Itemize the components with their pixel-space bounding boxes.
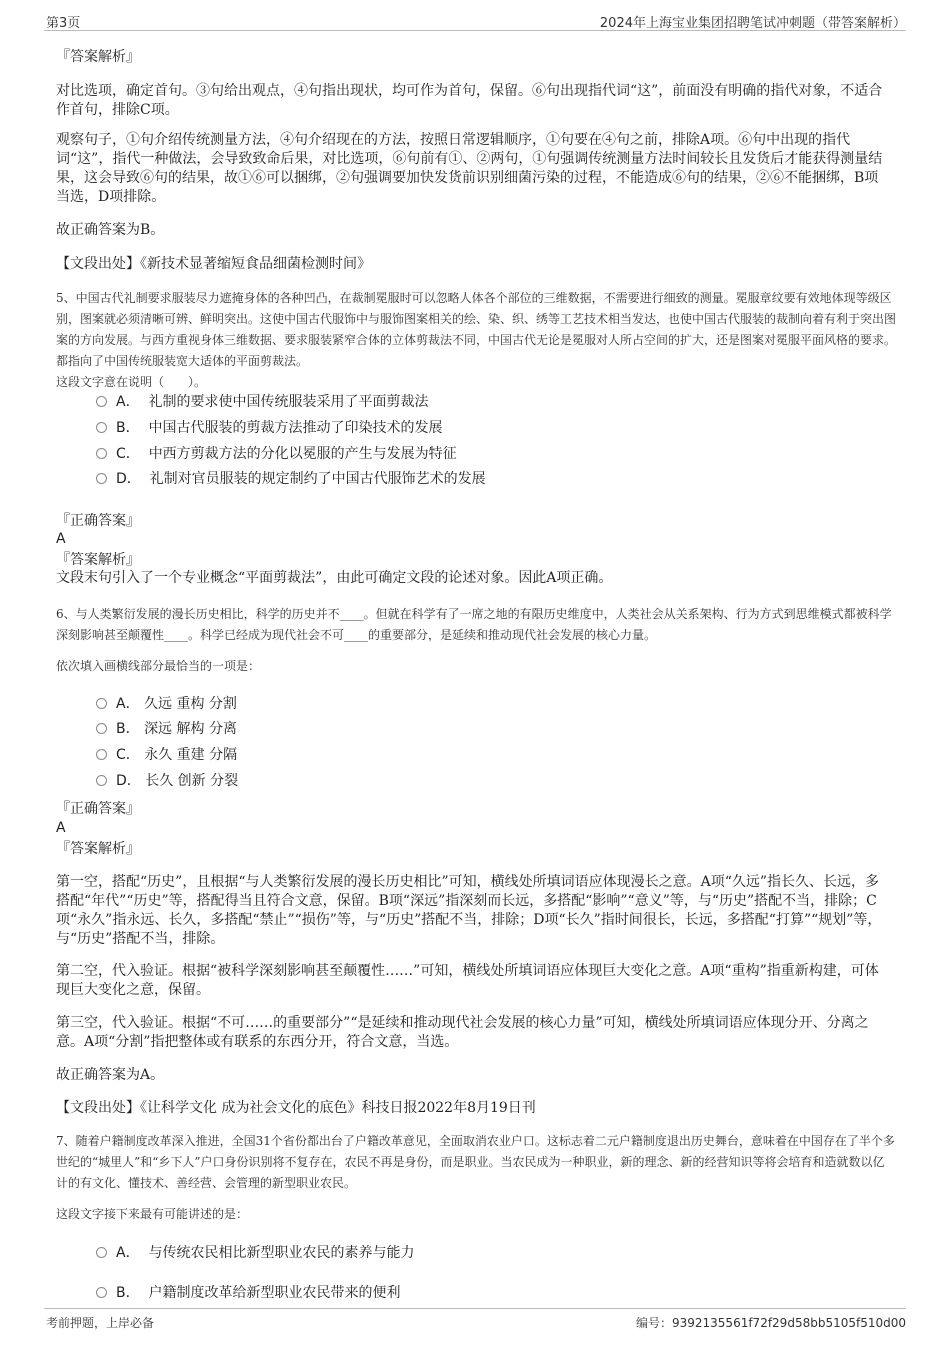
radio-icon[interactable] <box>96 1247 107 1258</box>
q6-stem: 6、与人类繁衍发展的漫长历史相比，科学的历史并不____。但就在科学有了一席之地的有限历史维度中，人类社会从关系架构、行为方式到思维模式都被科学深刻影响甚至颠覆性____。科学已经成为现代社会不可____的重要部分，是延续和推动现代社会发展的核心力量。 <box>56 607 892 642</box>
document-code <box>636 1314 906 1331</box>
q7-prompt: 这段文字接下来最有可能讲述的是： <box>56 1207 249 1221</box>
q4-analysis-para2: 观察句子，①句介绍传统测量方法，④句介绍现在的方法，按照日常逻辑顺序，①句要在④句之前，排除A项。⑥句中出现的指代词“这”，指代一种做法，会导致致命后果，对比选项，⑥句前有①、②两句，①句强调传统测量方法时间较长且发货后才能获得测量结果，这会导致⑥句的结果，故①⑥可以捆绑，②句强调要加快发货前识别细菌污染的过程，不能造成⑥句的结果，②⑥不能捆绑，B项当选，D项排除。 <box>56 132 883 205</box>
q5-prompt: 这段文字意在说明（ ）。 <box>56 375 207 389</box>
document-title: 2024年上海宝业集团招聘笔试冲刺题（带答案解析） <box>599 16 906 31</box>
radio-icon[interactable] <box>96 698 107 709</box>
q5-stem: 5、中国古代礼制要求服装尽力遮掩身体的各种凹凸，在裁制冕服时可以忽略人体各个部位的三维数据，不需要进行细致的测量。冕服章纹要有效地体现等级区别，图案就必须清晰可辨、鲜明突出。这使中国古代服饰中与服饰图案相关的绘、染、织、绣等工艺技术相当发达，也使中国古代服装的裁制向着有利于突出图案的方向发展。与西方重视身体三维数据、要求服装紧窄合体的立体剪裁法不同，中国古代无论是冕服对人所占空间的扩大，还是图案对冕服平面风格的要求。都指向了中国传统服装宽大适体的平面剪裁法。 <box>56 291 897 368</box>
page-header <box>44 12 906 31</box>
q5-option-a[interactable]: A． 礼制的要求使中国传统服装采用了平面剪裁法 <box>96 392 428 412</box>
page-number: 第3页 <box>46 16 81 31</box>
footer-slogan: 考前押题，上岸必备 <box>46 1316 155 1330</box>
page-footer <box>44 1308 906 1331</box>
code-value: 9392135561f72f29d58bb5105f510d00 <box>671 1316 906 1330</box>
q6-analysis-para1: 第一空，搭配“历史”，且根据“与人类繁衍发展的漫长历史相比”可知，横线处所填词语应体现漫长之意。A项“久远”指长久、长远，多搭配“年代”“历史”等，搭配得当且符合文意，保留。B项“深远”指深刻而长远，多搭配“影响”“意义”等，与“历史”搭配不当，排除；C项“永久”指永远、长久，多搭配“禁止”“损伤”等，与“历史”搭配不当，排除；D项“长久”指时间很长，长远，多搭配“打算”“规划”等，与“历史”搭配不当，排除。 <box>56 874 882 947</box>
radio-icon[interactable] <box>96 448 107 459</box>
q6-analysis-label: 『答案解析』 <box>56 841 140 857</box>
q5-option-c[interactable]: C． 中西方剪裁方法的分化以冕服的产生与发展为特征 <box>96 444 457 464</box>
q6-answer-label: 『正确答案』 <box>56 801 140 817</box>
q6-answer: A <box>56 820 66 836</box>
q6-source: 【文段出处】《让科学文化 成为社会文化的底色》科技日报2022年8月19日刊 <box>56 1100 536 1116</box>
radio-icon[interactable] <box>96 749 107 760</box>
q6-prompt: 依次填入画横线部分最恰当的一项是： <box>56 659 261 673</box>
q6-analysis-para3: 第三空，代入验证。根据“不可……的重要部分”“是延续和推动现代社会发展的核心力量”可知，横线处所填词语应体现分开、分离之意。A项“分割”指把整体或有联系的东西分开，符合文意，当选。 <box>56 1015 869 1050</box>
radio-icon[interactable] <box>96 473 107 484</box>
q5-option-d[interactable]: D． 礼制对官员服装的规定制约了中国古代服饰艺术的发展 <box>96 469 486 489</box>
q6-conclusion: 故正确答案为A。 <box>56 1067 165 1083</box>
q6-option-d[interactable]: D． 长久 创新 分裂 <box>96 771 238 791</box>
q7-option-a[interactable]: A． 与传统农民相比新型职业农民的素养与能力 <box>96 1243 414 1263</box>
q6-option-a[interactable]: A． 久远 重构 分割 <box>96 694 237 714</box>
q5-analysis-label: 『答案解析』 <box>56 552 140 568</box>
q4-analysis-label: 『答案解析』 <box>56 49 140 65</box>
q5-option-b[interactable]: B． 中国古代服装的剪裁方法推动了印染技术的发展 <box>96 418 443 438</box>
code-label: 编号： <box>635 1316 672 1330</box>
radio-icon[interactable] <box>96 396 107 407</box>
radio-icon[interactable] <box>96 723 107 734</box>
q4-conclusion: 故正确答案为B。 <box>56 222 165 238</box>
q5-answer: A <box>56 531 66 547</box>
radio-icon[interactable] <box>96 1287 107 1298</box>
radio-icon[interactable] <box>96 775 107 786</box>
q7-stem: 7、随着户籍制度改革深入推进，全国31个省份都出台了户籍改革意见，全面取消农业户口。这标志着二元户籍制度退出历史舞台，意味着在中国存在了半个多世纪的“城里人”和“乡下人”户口身份识别将不复存在，农民不再是身份，而是职业。当农民成为一种职业，新的理念、新的经营知识等将会培育和造就数以亿计的有文化、懂技术、善经营、会管理的新型职业农民。 <box>56 1134 895 1190</box>
q4-source: 【文段出处】《新技术显著缩短食品细菌检测时间》 <box>56 256 371 272</box>
q4-analysis-para1: 对比选项，确定首句。③句给出观点，④句指出现状，均可作为首句，保留。⑥句出现指代词“这”，前面没有明确的指代对象，不适合作首句，排除C项。 <box>56 83 883 118</box>
radio-icon[interactable] <box>96 422 107 433</box>
q6-option-c[interactable]: C． 永久 重建 分隔 <box>96 745 237 765</box>
q5-analysis: 文段末句引入了一个专业概念“平面剪裁法”，由此可确定文段的论述对象。因此A项正确。 <box>56 570 613 586</box>
q6-analysis-para2: 第二空，代入验证。根据“被科学深刻影响甚至颠覆性……”可知，横线处所填词语应体现巨大变化之意。A项“重构”指重新构建，可体现巨大变化之意，保留。 <box>56 963 879 998</box>
q5-answer-label: 『正确答案』 <box>56 513 140 529</box>
q6-option-b[interactable]: B． 深远 解构 分离 <box>96 719 237 739</box>
q7-option-b[interactable]: B． 户籍制度改革给新型职业农民带来的便利 <box>96 1283 401 1303</box>
